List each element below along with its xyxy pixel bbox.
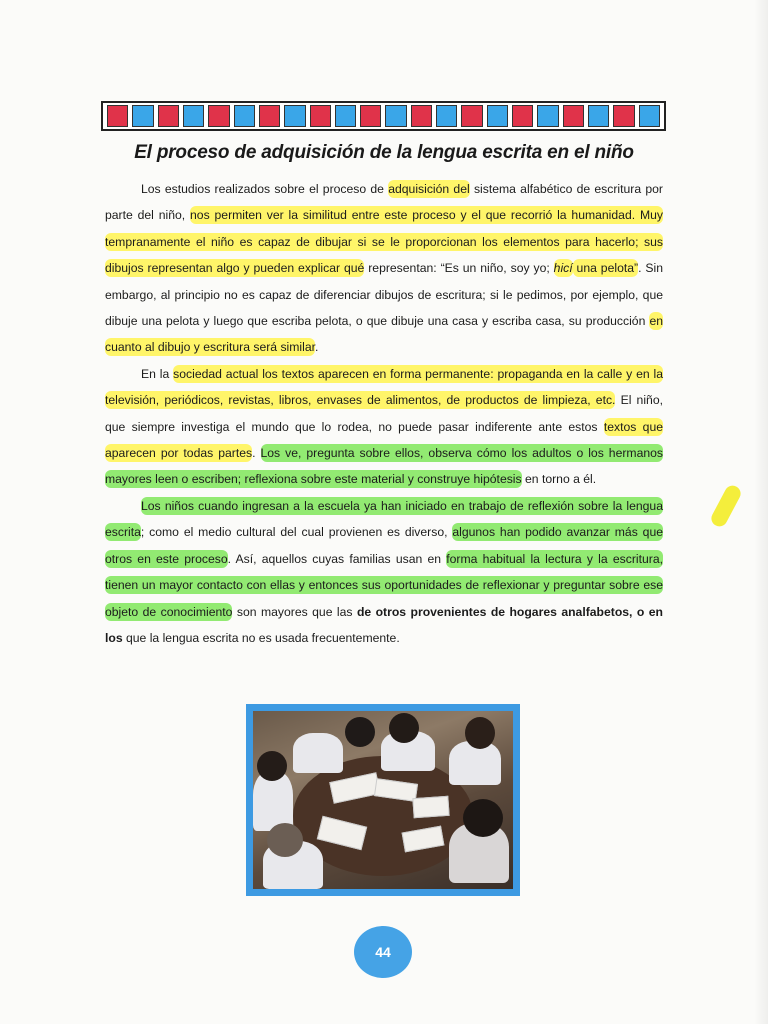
photo-child [293,733,343,773]
classroom-photo-frame [246,704,520,896]
text-run: En la [141,366,174,381]
paragraph-1 [105,176,663,361]
stripe-square [588,105,609,127]
stripe-square [537,105,558,127]
stripe-square [158,105,179,127]
stripe-square [234,105,255,127]
green-highlight: Los niños cuando ingresan a la escuela ya han iniciado en trabajo de reflexión sobre la lengua escrita [105,498,663,540]
text-run: que la lengua escrita no es usada frecuentemente. [122,630,400,645]
text-run: sistema alfabético de escritura por parte del niño, [105,182,663,223]
stripe-square [613,105,634,127]
green-highlight: algunos han podido avanzar más que otros en este proceso [105,525,663,566]
yellow-highlight: textos que aparecen por todas partes [105,419,663,461]
text-run: en torno a él. [521,472,597,487]
photo-child [389,713,419,743]
paragraph-3 [105,493,663,651]
photo-child [267,823,303,857]
photo-child [463,799,503,837]
yellow-highlight: sociedad actual los textos aparecen en forma permanente: propaganda en la calle y en la televisión, periódicos, revistas, libros, envases de alimentos, de productos de limpieza, etc. [105,366,663,408]
stripe-square [411,105,432,127]
stripe-square [310,105,331,127]
yellow-highlight: nos permiten ver la similitud entre este proceso y el que recorrió la humanidad. Muy tempranamente el niño es capaz de dibujar si se le proporcionan los elementos para hacerlo; sus dibujos representan algo y pueden explicar qué [105,208,663,276]
stripe-square [259,105,280,127]
text-run: son mayores que las [232,604,357,619]
stripe-square [563,105,584,127]
stripe-square [436,105,457,127]
stripe-square [208,105,229,127]
page-number-badge: 44 [354,926,412,978]
page-title: El proceso de adquisición de la lengua escrita en el niño [134,142,634,163]
text-run: Los estudios realizados sobre el proceso de [141,182,389,196]
highlighter-stroke-mark [709,483,744,529]
text-run: . [252,446,261,461]
stripe-square [512,105,533,127]
stripe-square [385,105,406,127]
photo-paper [412,796,449,818]
stripe-square [107,105,128,127]
text-run: ; como el medio cultural del cual provienen es diverso, [140,525,453,540]
photo-child [345,717,375,747]
stripe-square [487,105,508,127]
paragraph-2 [105,361,663,493]
text-run: . Así, aquellos cuyas familias usan en [227,551,447,566]
bold-text: de otros provenientes de hogares analfabetos, o en los [105,604,663,645]
classroom-photo-icon [253,711,513,889]
yellow-highlight: adquisición del [388,182,470,196]
text-run: El niño, que siempre investiga el mundo que lo rodea, no puede pasar indiferente ante estos [105,393,663,434]
decorative-color-stripe [101,101,666,131]
text-run: . [315,340,319,355]
green-highlight: forma habitual la lectura y la escritura, tienen un mayor contacto con ellas y entonces sus oportunidades de reflexionar y preguntar sobre ese objeto de conocimiento [105,551,663,619]
text-run: . Sin embargo, al principio no es capaz de diferenciar dibujos de escritura; si le pedimos, por ejemplo, que dibuje una pelota y luego que escriba pelota, o que dibuje una casa y escriba casa, su producción [105,261,663,329]
photo-child [257,751,287,781]
yellow-highlight: en cuanto al dibujo y escritura será similar [105,314,663,355]
body-text [105,176,663,651]
yellow-highlight: una pelota” [572,261,639,276]
green-highlight: Los ve, pregunta sobre ellos, observa cómo los adultos o los hermanos mayores leen o escriben; reflexiona sobre este material y construye hipótesis [105,446,663,487]
stripe-square [360,105,381,127]
text-run: representan: “Es un niño, soy yo; [364,261,554,276]
stripe-square [183,105,204,127]
stripe-square [132,105,153,127]
stripe-square [335,105,356,127]
stripe-square [284,105,305,127]
stripe-square [461,105,482,127]
yellow-highlight-italic: hicí [553,261,573,276]
photo-child [465,717,495,749]
stripe-square [639,105,660,127]
